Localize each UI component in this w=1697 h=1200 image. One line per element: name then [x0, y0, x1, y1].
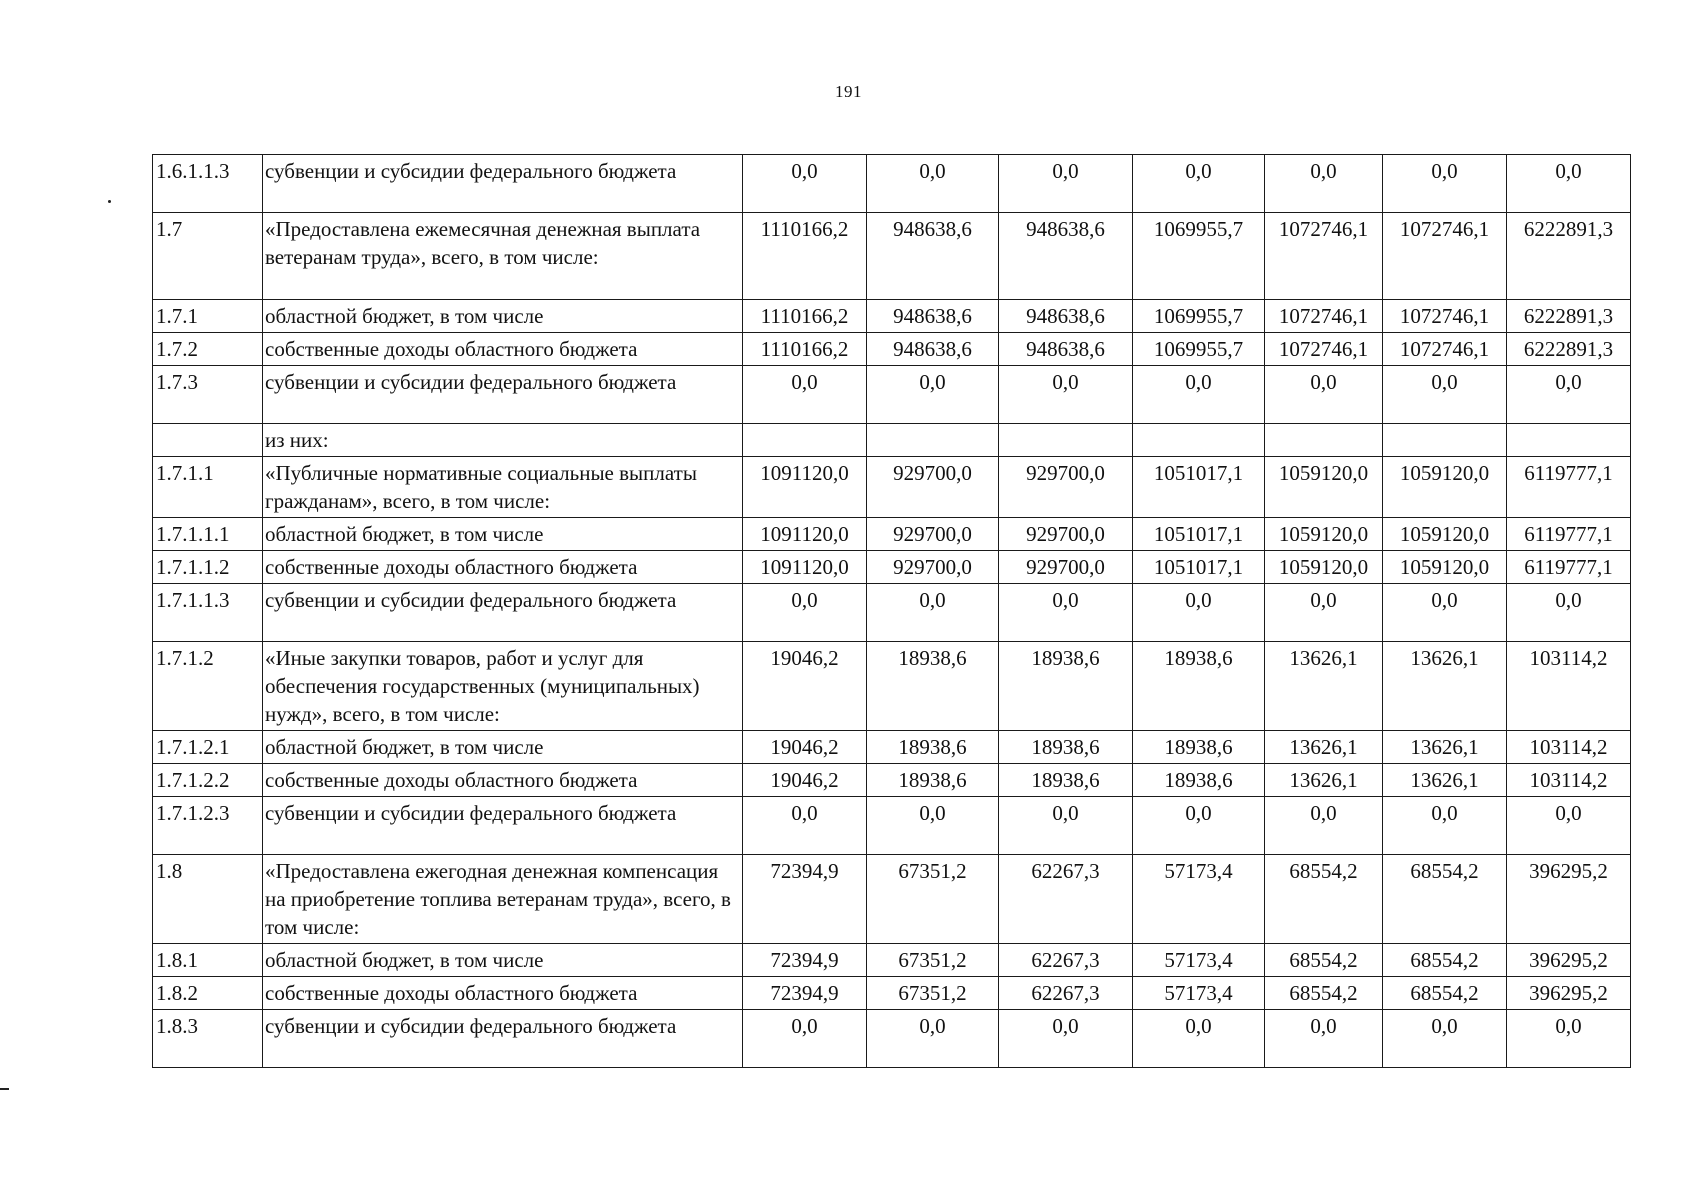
row-code: 1.6.1.1.3 — [153, 155, 263, 213]
row-code: 1.7.1.2.2 — [153, 764, 263, 797]
value-cell: 1059120,0 — [1383, 457, 1507, 518]
value-cell: 18938,6 — [999, 642, 1133, 731]
value-cell: 0,0 — [1507, 584, 1631, 642]
value-cell: 72394,9 — [743, 977, 867, 1010]
value-cell: 1069955,7 — [1133, 213, 1265, 300]
value-cell: 0,0 — [1265, 1010, 1383, 1068]
value-cell: 396295,2 — [1507, 855, 1631, 944]
value-cell: 19046,2 — [743, 764, 867, 797]
row-description: субвенции и субсидии федерального бюджета — [263, 366, 743, 424]
value-cell — [1133, 424, 1265, 457]
value-cell: 0,0 — [1133, 155, 1265, 213]
table-row — [153, 642, 1631, 731]
row-code: 1.8.1 — [153, 944, 263, 977]
value-cell: 13626,1 — [1383, 642, 1507, 731]
value-cell: 68554,2 — [1265, 855, 1383, 944]
value-cell: 929700,0 — [999, 518, 1133, 551]
value-cell: 68554,2 — [1383, 855, 1507, 944]
value-cell: 0,0 — [1507, 1010, 1631, 1068]
value-cell: 1091120,0 — [743, 518, 867, 551]
value-cell: 1069955,7 — [1133, 333, 1265, 366]
value-cell: 13626,1 — [1265, 731, 1383, 764]
row-description: областной бюджет, в том числе — [263, 944, 743, 977]
value-cell: 0,0 — [743, 797, 867, 855]
value-cell: 1072746,1 — [1383, 213, 1507, 300]
value-cell: 57173,4 — [1133, 855, 1265, 944]
value-cell: 0,0 — [867, 584, 999, 642]
value-cell: 13626,1 — [1383, 731, 1507, 764]
row-code: 1.8.2 — [153, 977, 263, 1010]
row-code: 1.7.1.1 — [153, 457, 263, 518]
value-cell — [1383, 424, 1507, 457]
value-cell: 0,0 — [867, 797, 999, 855]
row-code: 1.8.3 — [153, 1010, 263, 1068]
value-cell: 0,0 — [743, 584, 867, 642]
value-cell: 6119777,1 — [1507, 551, 1631, 584]
row-description: областной бюджет, в том числе — [263, 518, 743, 551]
table-row — [153, 731, 1631, 764]
value-cell: 13626,1 — [1383, 764, 1507, 797]
value-cell: 19046,2 — [743, 731, 867, 764]
row-code: 1.7.1.2.3 — [153, 797, 263, 855]
value-cell: 0,0 — [1265, 366, 1383, 424]
value-cell: 948638,6 — [999, 300, 1133, 333]
value-cell: 948638,6 — [867, 300, 999, 333]
value-cell: 0,0 — [867, 366, 999, 424]
value-cell: 948638,6 — [867, 333, 999, 366]
value-cell: 1069955,7 — [1133, 300, 1265, 333]
row-code: 1.7.2 — [153, 333, 263, 366]
row-description: «Предоставлена ежегодная денежная компенсация на приобретение топлива ветеранам труда», всего, в том числе: — [263, 855, 743, 944]
row-description: собственные доходы областного бюджета — [263, 333, 743, 366]
value-cell: 18938,6 — [867, 731, 999, 764]
value-cell: 62267,3 — [999, 855, 1133, 944]
value-cell: 0,0 — [1383, 366, 1507, 424]
value-cell: 0,0 — [999, 584, 1133, 642]
value-cell: 18938,6 — [867, 764, 999, 797]
row-code: 1.7.3 — [153, 366, 263, 424]
value-cell: 1072746,1 — [1383, 333, 1507, 366]
value-cell: 0,0 — [1133, 584, 1265, 642]
value-cell: 72394,9 — [743, 944, 867, 977]
value-cell: 67351,2 — [867, 944, 999, 977]
value-cell: 948638,6 — [999, 213, 1133, 300]
row-code: 1.7.1.2.1 — [153, 731, 263, 764]
value-cell: 18938,6 — [999, 764, 1133, 797]
value-cell: 103114,2 — [1507, 642, 1631, 731]
value-cell: 1072746,1 — [1383, 300, 1507, 333]
value-cell: 0,0 — [1383, 584, 1507, 642]
table-row — [153, 155, 1631, 213]
row-code: 1.7.1.1.3 — [153, 584, 263, 642]
value-cell: 13626,1 — [1265, 764, 1383, 797]
value-cell: 0,0 — [1265, 797, 1383, 855]
value-cell — [1265, 424, 1383, 457]
value-cell: 0,0 — [743, 1010, 867, 1068]
value-cell: 929700,0 — [867, 457, 999, 518]
value-cell: 1051017,1 — [1133, 457, 1265, 518]
value-cell: 57173,4 — [1133, 977, 1265, 1010]
value-cell: 62267,3 — [999, 977, 1133, 1010]
row-code: 1.7.1.2 — [153, 642, 263, 731]
value-cell: 6222891,3 — [1507, 333, 1631, 366]
value-cell: 0,0 — [1507, 366, 1631, 424]
value-cell: 1051017,1 — [1133, 551, 1265, 584]
page-number: 191 — [835, 82, 862, 101]
row-description: «Иные закупки товаров, работ и услуг для обеспечения государственных (муниципальных) нужд», всего, в том числе: — [263, 642, 743, 731]
value-cell: 67351,2 — [867, 977, 999, 1010]
value-cell: 72394,9 — [743, 855, 867, 944]
value-cell: 396295,2 — [1507, 944, 1631, 977]
value-cell: 1110166,2 — [743, 213, 867, 300]
margin-dot — [108, 200, 111, 203]
row-description: субвенции и субсидии федерального бюджета — [263, 155, 743, 213]
table-row — [153, 855, 1631, 944]
value-cell: 0,0 — [1265, 155, 1383, 213]
row-description: субвенции и субсидии федерального бюджета — [263, 584, 743, 642]
row-description: собственные доходы областного бюджета — [263, 551, 743, 584]
value-cell: 1059120,0 — [1265, 551, 1383, 584]
value-cell: 62267,3 — [999, 944, 1133, 977]
value-cell: 0,0 — [1507, 155, 1631, 213]
table-row — [153, 977, 1631, 1010]
value-cell: 0,0 — [867, 155, 999, 213]
margin-dash — [0, 1088, 9, 1090]
value-cell: 0,0 — [1383, 155, 1507, 213]
row-description: «Публичные нормативные социальные выплаты гражданам», всего, в том числе: — [263, 457, 743, 518]
row-code — [153, 424, 263, 457]
value-cell: 0,0 — [743, 366, 867, 424]
value-cell: 13626,1 — [1265, 642, 1383, 731]
row-code: 1.7.1.1.2 — [153, 551, 263, 584]
value-cell: 18938,6 — [1133, 642, 1265, 731]
value-cell: 68554,2 — [1265, 977, 1383, 1010]
value-cell: 18938,6 — [1133, 764, 1265, 797]
row-code: 1.8 — [153, 855, 263, 944]
table-row — [153, 333, 1631, 366]
value-cell: 1059120,0 — [1383, 551, 1507, 584]
row-description: из них: — [263, 424, 743, 457]
value-cell: 0,0 — [999, 797, 1133, 855]
value-cell: 6222891,3 — [1507, 300, 1631, 333]
value-cell — [1507, 424, 1631, 457]
value-cell: 0,0 — [1133, 1010, 1265, 1068]
value-cell: 68554,2 — [1383, 977, 1507, 1010]
value-cell: 0,0 — [1383, 797, 1507, 855]
row-description: областной бюджет, в том числе — [263, 300, 743, 333]
value-cell: 1059120,0 — [1265, 518, 1383, 551]
table-row — [153, 551, 1631, 584]
value-cell: 0,0 — [999, 366, 1133, 424]
value-cell: 929700,0 — [867, 518, 999, 551]
row-code: 1.7 — [153, 213, 263, 300]
value-cell: 0,0 — [743, 155, 867, 213]
value-cell: 1091120,0 — [743, 551, 867, 584]
value-cell: 18938,6 — [1133, 731, 1265, 764]
row-code: 1.7.1.1.1 — [153, 518, 263, 551]
table-row — [153, 944, 1631, 977]
table-row — [153, 518, 1631, 551]
value-cell: 103114,2 — [1507, 731, 1631, 764]
row-description: субвенции и субсидии федерального бюджета — [263, 1010, 743, 1068]
value-cell: 6222891,3 — [1507, 213, 1631, 300]
value-cell: 948638,6 — [999, 333, 1133, 366]
value-cell: 0,0 — [1507, 797, 1631, 855]
value-cell: 1072746,1 — [1265, 333, 1383, 366]
table-row — [153, 797, 1631, 855]
row-description: областной бюджет, в том числе — [263, 731, 743, 764]
value-cell: 929700,0 — [999, 457, 1133, 518]
value-cell: 1059120,0 — [1383, 518, 1507, 551]
table-row — [153, 457, 1631, 518]
value-cell — [743, 424, 867, 457]
value-cell: 57173,4 — [1133, 944, 1265, 977]
table-row — [153, 300, 1631, 333]
value-cell: 929700,0 — [867, 551, 999, 584]
value-cell: 6119777,1 — [1507, 457, 1631, 518]
budget-table — [152, 154, 1631, 1068]
value-cell: 0,0 — [1133, 797, 1265, 855]
value-cell: 929700,0 — [999, 551, 1133, 584]
table-row — [153, 584, 1631, 642]
value-cell — [867, 424, 999, 457]
value-cell: 1072746,1 — [1265, 300, 1383, 333]
value-cell: 0,0 — [1265, 584, 1383, 642]
table-row — [153, 424, 1631, 457]
value-cell: 68554,2 — [1265, 944, 1383, 977]
row-description: «Предоставлена ежемесячная денежная выплата ветеранам труда», всего, в том числе: — [263, 213, 743, 300]
value-cell: 0,0 — [1383, 1010, 1507, 1068]
value-cell: 948638,6 — [867, 213, 999, 300]
value-cell: 1072746,1 — [1265, 213, 1383, 300]
value-cell: 1059120,0 — [1265, 457, 1383, 518]
value-cell: 1091120,0 — [743, 457, 867, 518]
table-body — [153, 155, 1631, 1068]
row-description: собственные доходы областного бюджета — [263, 764, 743, 797]
value-cell: 1110166,2 — [743, 333, 867, 366]
value-cell: 18938,6 — [867, 642, 999, 731]
table-row — [153, 213, 1631, 300]
row-description: собственные доходы областного бюджета — [263, 977, 743, 1010]
value-cell: 67351,2 — [867, 855, 999, 944]
value-cell: 1051017,1 — [1133, 518, 1265, 551]
value-cell: 0,0 — [867, 1010, 999, 1068]
value-cell — [999, 424, 1133, 457]
value-cell: 103114,2 — [1507, 764, 1631, 797]
table-row — [153, 366, 1631, 424]
value-cell: 1110166,2 — [743, 300, 867, 333]
row-description: субвенции и субсидии федерального бюджета — [263, 797, 743, 855]
value-cell: 19046,2 — [743, 642, 867, 731]
value-cell: 0,0 — [1133, 366, 1265, 424]
row-code: 1.7.1 — [153, 300, 263, 333]
value-cell: 0,0 — [999, 1010, 1133, 1068]
value-cell: 18938,6 — [999, 731, 1133, 764]
table-row — [153, 1010, 1631, 1068]
value-cell: 6119777,1 — [1507, 518, 1631, 551]
value-cell: 0,0 — [999, 155, 1133, 213]
value-cell: 396295,2 — [1507, 977, 1631, 1010]
value-cell: 68554,2 — [1383, 944, 1507, 977]
table-row — [153, 764, 1631, 797]
